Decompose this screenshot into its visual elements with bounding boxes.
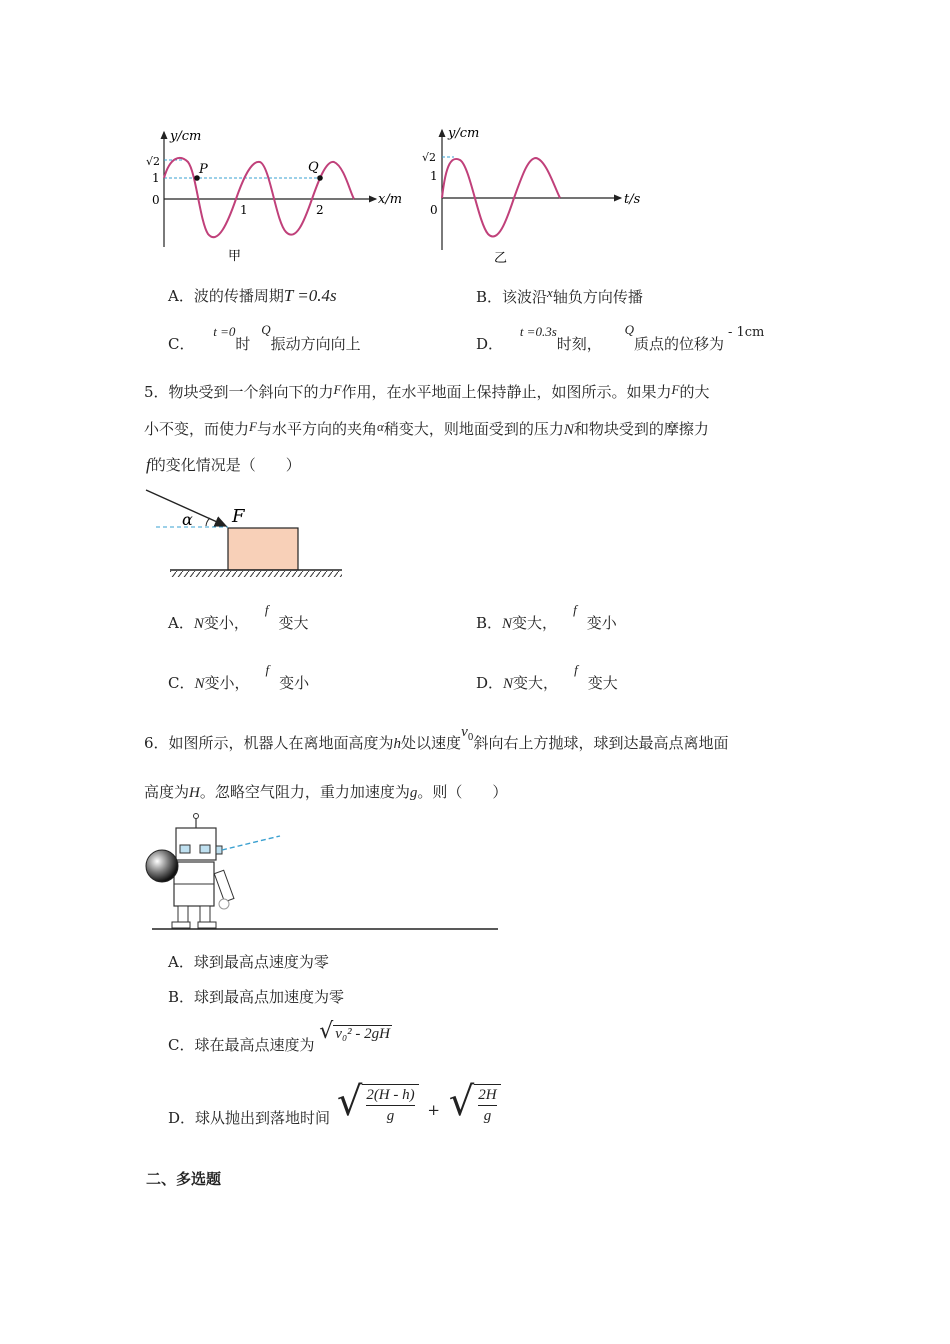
q6-option-b[interactable]: B．球到最高点加速度为零 <box>168 988 345 1006</box>
q5-option-a[interactable]: A．N变小，f变大 <box>168 602 309 632</box>
fig-a-point-q: Q <box>308 160 319 175</box>
fig-b-sqrt2: √2 <box>422 151 437 164</box>
fig-b-zero: 0 <box>430 203 438 217</box>
q5-stem-line-1: 5．物块受到一个斜向下的力F作用，在水平地面上保持静止，如图所示。如果力F的大 <box>144 382 710 401</box>
fig-force-label: F <box>232 506 245 527</box>
q6-option-c-math: v₀² - 2gH <box>335 1026 390 1042</box>
fig-a-point-p: P <box>199 162 208 177</box>
fig-alpha-label: α <box>182 510 193 529</box>
q4-option-a[interactable]: A．波的传播周期T =0.4s <box>168 286 337 305</box>
q4-option-b[interactable]: B．该波沿x轴负方向传播 <box>476 285 643 306</box>
block-force-diagram <box>140 484 350 584</box>
fig-a-x-label: x/m <box>378 192 403 207</box>
q6-option-a[interactable]: A．球到最高点速度为零 <box>168 953 329 971</box>
robot-throwing-figure <box>140 812 502 936</box>
fig-a-tick-2: 2 <box>316 203 324 217</box>
q4-option-d[interactable]: D． t =0.3s时刻， Q质点的位移为- 1cm <box>476 322 765 353</box>
q6-stem-line-1: 6．如图所示，机器人在离地面高度为h处以速度$v_0$斜向右上方抛球，球到达最高点离地面 <box>144 724 729 752</box>
fig-a-caption: 甲 <box>228 249 242 264</box>
section-heading-multi-choice: 二、多选题 <box>146 1170 222 1188</box>
q6-option-d[interactable]: D．球从抛出到落地时间 √ $\frac{2(H - h)}{g}$ + √ $\frac{2H}{g}$ <box>168 1080 501 1132</box>
q6-option-c[interactable]: C．球在最高点速度为 √ v₀² - 2gH <box>168 1019 390 1054</box>
q5-stem-line-3: f的变化情况是（ ） <box>146 455 301 474</box>
fig-b-y-label: y/cm <box>448 126 480 141</box>
fig-b-one: 1 <box>430 169 438 183</box>
q5-stem-line-2: 小不变，而使力F与水平方向的夹角α稍变大，则地面受到的压力N和物块受到的摩擦力 <box>144 419 709 438</box>
fig-a-sqrt2: √2 <box>146 155 161 168</box>
fig-a-one: 1 <box>152 171 160 185</box>
q4-option-c[interactable]: C． t =0时 Q振动方向向上 <box>168 322 361 353</box>
vibration-graph-t <box>418 122 658 272</box>
q6-stem-line-2: 高度为H。忽略空气阻力，重力加速度为g。则（ ） <box>144 783 508 801</box>
wave-graph-x <box>140 122 410 272</box>
q5-option-c[interactable]: C．N变小，f变小 <box>168 662 310 692</box>
fig-b-caption: 乙 <box>494 251 508 266</box>
fig-a-tick-1: 1 <box>240 203 248 217</box>
fig-a-y-label: y/cm <box>170 129 202 144</box>
fig-b-x-label: t/s <box>624 192 641 207</box>
q5-option-b[interactable]: B．N变大，f变小 <box>476 602 617 632</box>
fig-a-zero: 0 <box>152 193 160 207</box>
q5-option-d[interactable]: D．N变大，f变大 <box>476 662 618 692</box>
